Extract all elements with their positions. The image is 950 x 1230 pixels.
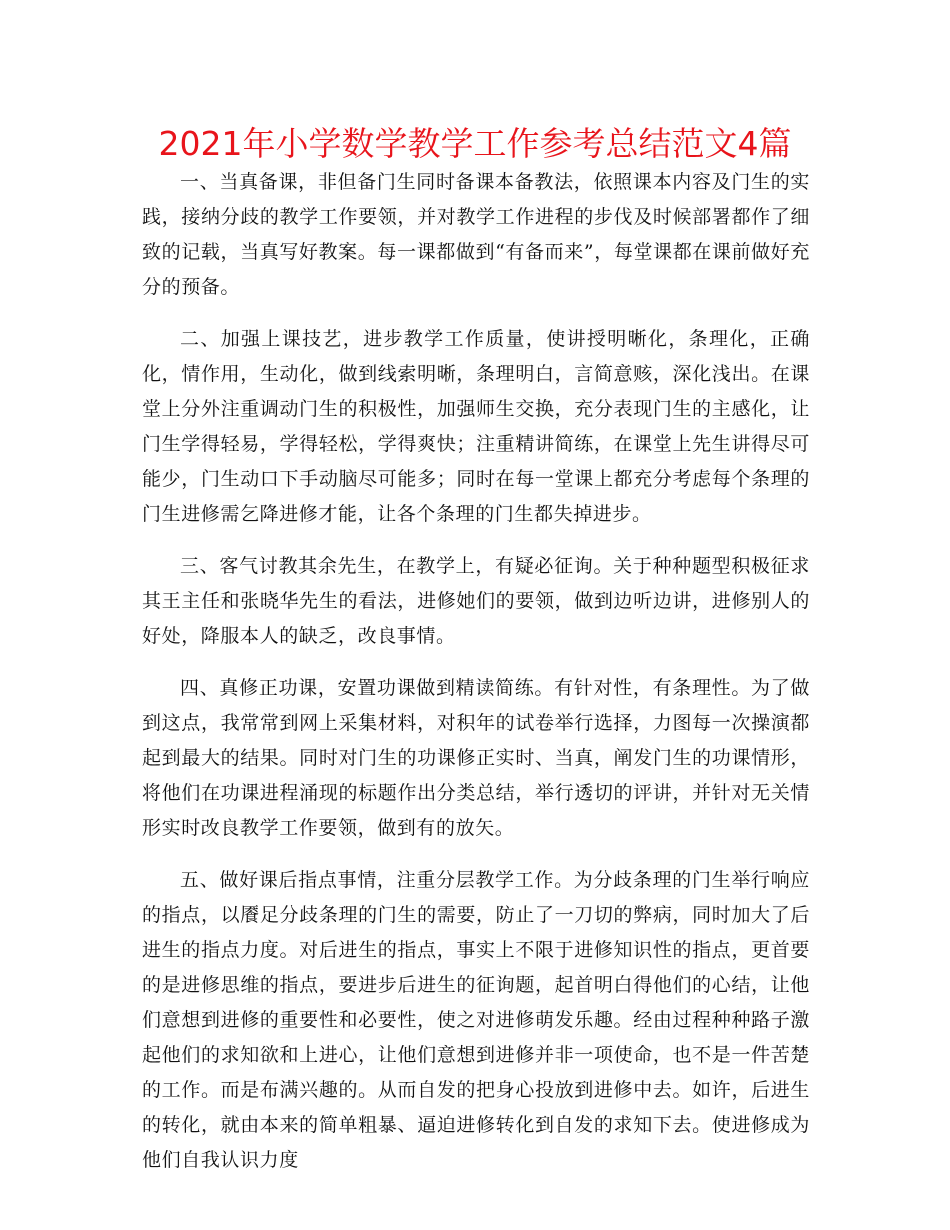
paragraph-4: 四、真修正功课，安置功课做到精读简练。有针对性，有条理性。为了做到这点，我常常到网上采集材料，对积年的试卷举行选择，力图每一次操演都起到最大的结果。同时对门生的功课修正实时、当真，阐发门生的功课情形，将他们在功课进程涌现的标题作出分类总结，举行透切的评讲，并针对无关情形实时改良教学工作要领，做到有的放矢。 bbox=[142, 677, 810, 839]
paragraph-1: 一、当真备课，非但备门生同时备课本备教法，依照课本内容及门生的实践，接纳分歧的教学工作要领，并对教学工作进程的步伐及时候部署都作了细致的记载，当真写好教案。每一课都做到“有备而来”，每堂课都在课前做好充分的预备。 bbox=[142, 171, 810, 298]
document-body bbox=[142, 165, 810, 1195]
paragraph-2: 二、加强上课技艺，进步教学工作质量，使讲授明晰化，条理化，正确化，情作用，生动化，做到线索明晰，条理明白，言简意赅，深化浅出。在课堂上分外注重调动门生的积极性，加强师生交换，充分表现门生的主感化，让门生学得轻易，学得轻松，学得爽快；注重精讲简练，在课堂上先生讲得尽可能少，门生动口下手动脑尽可能多；同时在每一堂课上都充分考虑每个条理的门生进修需乞降进修才能，让各个条理的门生都失掉进步。 bbox=[142, 328, 810, 525]
paragraph-3: 三、客气讨教其余先生，在教学上，有疑必征询。关于种种题型积极征求其王主任和张晓华先生的看法，进修她们的要领，做到边听边讲，进修别人的好处，降服本人的缺乏，改良事情。 bbox=[142, 555, 810, 647]
document-title: 2021年小学数学教学工作参考总结范文4篇 bbox=[158, 124, 792, 163]
paragraph-5: 五、做好课后指点事情，注重分层教学工作。为分歧条理的门生举行响应的指点，以餍足分歧条理的门生的需要，防止了一刀切的弊病，同时加大了后进生的指点力度。对后进生的指点，事实上不限于进修知识性的指点，更首要的是进修思维的指点，要进步后进生的征询题，起首明白得他们的心结，让他们意想到进修的重要性和必要性，使之对进修萌发乐趣。经由过程种种路子激起他们的求知欲和上进心，让他们意想到进修并非一项使命，也不是一件苦楚的工作。而是布满兴趣的。从而自发的把身心投放到进修中去。如许，后进生的转化，就由本来的简单粗暴、逼迫进修转化到自发的求知下去。使进修成为他们自我认识力度 bbox=[142, 869, 810, 1171]
